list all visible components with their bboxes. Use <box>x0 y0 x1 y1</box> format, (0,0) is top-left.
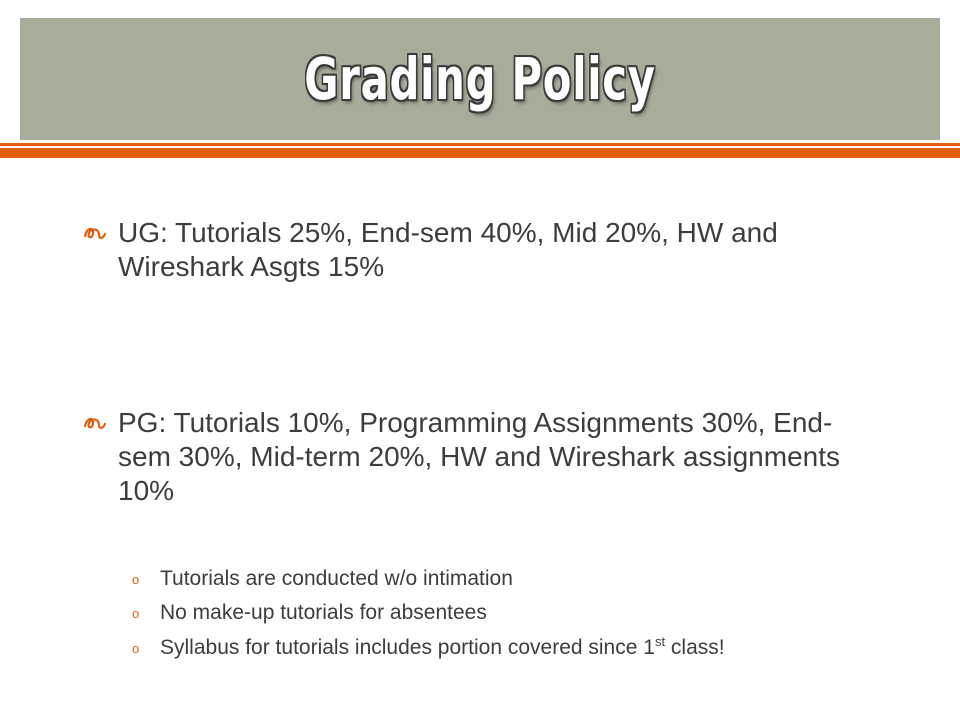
bullet-text: PG: Tutorials 10%, Programming Assignments 30%, End-sem 30%, Mid-term 20%, HW and Wireshark assignments 10% <box>118 407 840 506</box>
sub-bullet-text-main: Syllabus for tutorials includes portion covered since 1 <box>160 636 655 659</box>
bullet-ug-grading <box>82 216 852 284</box>
accent-line-thin <box>0 143 960 146</box>
bullet-text: UG: Tutorials 25%, End-sem 40%, Mid 20%, HW and Wireshark Asgts 15% <box>118 217 778 282</box>
ordinal-superscript: st <box>654 634 666 649</box>
sub-bullet-syllabus <box>132 635 912 661</box>
circle-bullet-icon: o <box>132 641 140 656</box>
sub-bullet-tutorials-intimation <box>132 566 912 592</box>
sub-bullet-text <box>160 635 912 661</box>
curl-bullet-icon <box>82 222 108 244</box>
circle-bullet-icon: o <box>132 606 140 621</box>
circle-bullet-icon: o <box>132 572 140 587</box>
sub-bullet-text-end: class! <box>665 636 725 659</box>
bullet-pg-grading <box>82 406 852 508</box>
sub-bullet-text: Tutorials are conducted w/o intimation <box>160 567 513 590</box>
accent-line-thick <box>0 148 960 158</box>
sub-bullet-no-makeup <box>132 600 912 626</box>
curl-bullet-icon <box>82 412 108 434</box>
slide-title: Grading Policy <box>304 45 656 113</box>
sub-bullet-text: No make-up tutorials for absentees <box>160 601 487 624</box>
title-banner <box>20 18 940 140</box>
